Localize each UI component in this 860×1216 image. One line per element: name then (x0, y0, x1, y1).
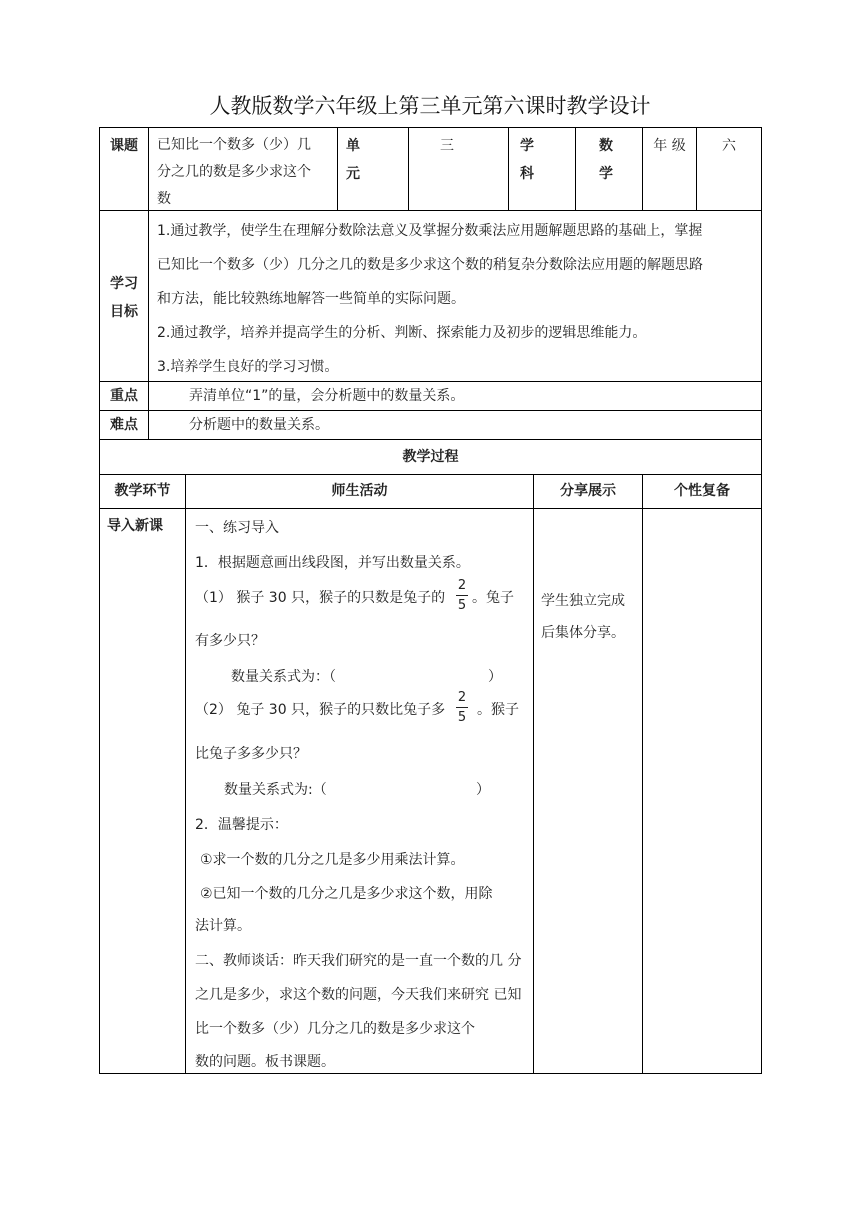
fraction-two-fifths: 2 5 (457, 578, 467, 613)
topic-label: 课题 (110, 138, 138, 154)
column-header-personal: 个性复备 (674, 483, 730, 499)
column-header-activity: 师生活动 (331, 483, 388, 499)
key-point-label: 重点 (110, 388, 138, 404)
subject-label: 学 科 (520, 138, 534, 182)
column-header-share: 分享展示 (560, 483, 616, 499)
column-header-stage: 教学环节 (114, 483, 171, 499)
objectives-label: 学习 目标 (110, 276, 138, 320)
unit-value: 三 (440, 138, 454, 154)
key-point-text: 弄清单位“1”的量，会分析题中的数量关系。 (189, 388, 465, 404)
unit-label: 单 元 (346, 138, 360, 182)
objectives-text: 1.通过教学，使学生在理解分数除法意义及掌握分数乘法应用题解题思路的基础上，掌握 已知比一个数多（少）几分之几的数是多少求这个数的稍复杂分数除法应用题的解题思路 和方法，能比较熟练地解答一些简单的实际问题。 2.通过教学，培养并提高学生的分析、判断、探索能力及初步的逻辑思维能力。 3.培养学生良好的学习习惯。 (157, 223, 703, 375)
stage-label: 导入新课 (107, 518, 163, 534)
topic-value: 已知比一个数多（少）几 分之几的数是多少求这个 数 (157, 137, 311, 207)
subject-value: 数 学 (599, 138, 613, 182)
grade-value: 六 (722, 138, 736, 154)
difficulty-label: 难点 (110, 417, 138, 433)
fraction-two-fifths: 2 5 (457, 690, 467, 725)
difficulty-text: 分析题中的数量关系。 (189, 417, 329, 433)
process-heading: 教学过程 (402, 449, 459, 465)
grade-label: 年 级 (653, 138, 686, 154)
page-title: 人教版数学六年级上第三单元第六课时教学设计 (209, 94, 651, 118)
share-text: 学生独立完成 后集体分享。 (541, 593, 625, 641)
